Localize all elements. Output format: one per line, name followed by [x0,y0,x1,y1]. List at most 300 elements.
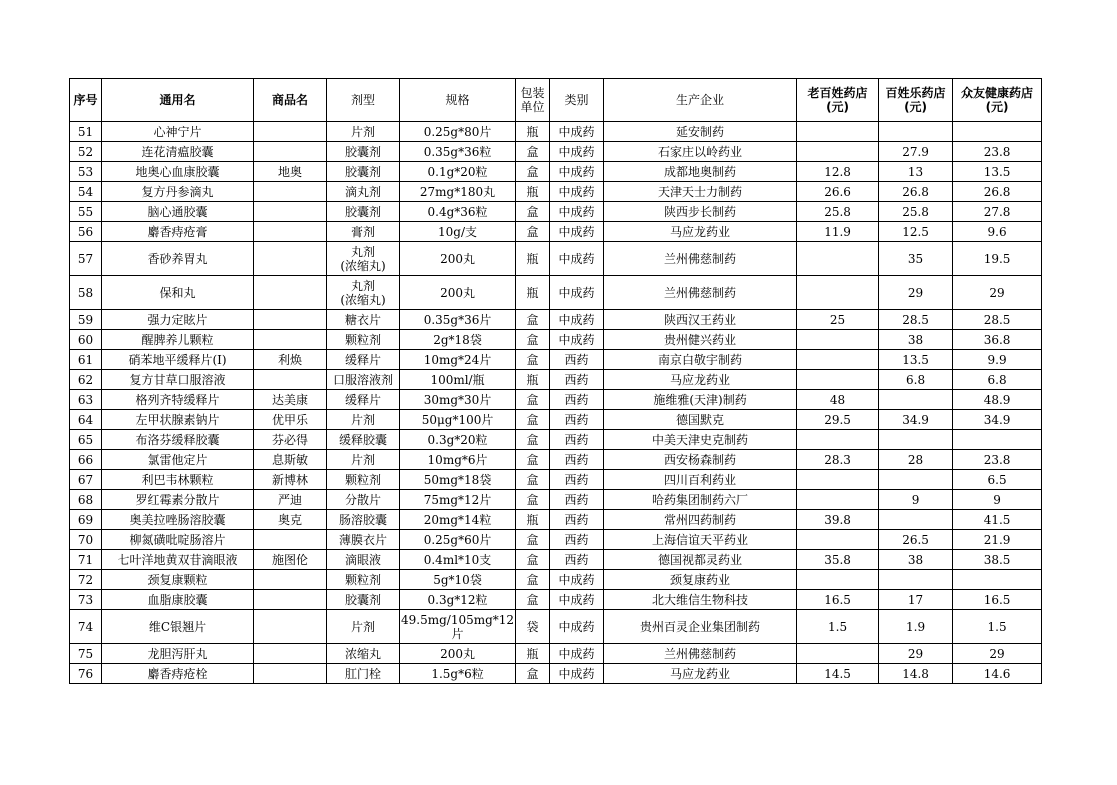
cell-zhongyou-price: 38.5 [953,550,1042,570]
table-row [70,162,1042,182]
cell-dosage-form: 缓释胶囊 [327,430,400,450]
cell-manufacturer: 兰州佛慈制药 [604,276,797,310]
cell-package-unit: 盒 [516,162,550,182]
cell-manufacturer: 南京白敬宇制药 [604,350,797,370]
cell-package-unit: 瓶 [516,644,550,664]
cell-baixingle-price: 1.9 [879,610,953,644]
cell-manufacturer: 哈药集团制药六厂 [604,490,797,510]
cell-manufacturer: 中美天津史克制药 [604,430,797,450]
table-row [70,450,1042,470]
cell-laobaixing-price: 11.9 [797,222,879,242]
cell-dosage-form: 分散片 [327,490,400,510]
cell-manufacturer: 陕西汉王药业 [604,310,797,330]
cell-baixingle-price: 38 [879,550,953,570]
cell-index: 62 [70,370,102,390]
col-header-zhongyou-price: 众友健康药店 (元) [953,79,1042,122]
cell-generic-name: 左甲状腺素钠片 [102,410,254,430]
cell-index: 74 [70,610,102,644]
cell-specification: 0.25g*80片 [400,122,516,142]
cell-package-unit: 瓶 [516,370,550,390]
cell-generic-name: 强力定眩片 [102,310,254,330]
cell-zhongyou-price: 6.5 [953,470,1042,490]
cell-package-unit: 盒 [516,570,550,590]
cell-index: 75 [70,644,102,664]
cell-specification: 10g/支 [400,222,516,242]
cell-zhongyou-price: 9.6 [953,222,1042,242]
cell-specification: 27mg*180丸 [400,182,516,202]
cell-category: 中成药 [550,242,604,276]
cell-baixingle-price [879,510,953,530]
table-row [70,310,1042,330]
cell-index: 60 [70,330,102,350]
cell-brand-name: 奥克 [254,510,327,530]
cell-manufacturer: 延安制药 [604,122,797,142]
cell-generic-name: 麝香痔疮栓 [102,664,254,684]
cell-manufacturer: 石家庄以岭药业 [604,142,797,162]
cell-manufacturer: 兰州佛慈制药 [604,242,797,276]
cell-dosage-form: 薄膜衣片 [327,530,400,550]
cell-brand-name [254,610,327,644]
cell-dosage-form: 片剂 [327,122,400,142]
cell-index: 71 [70,550,102,570]
cell-index: 66 [70,450,102,470]
cell-specification: 200丸 [400,242,516,276]
cell-category: 中成药 [550,644,604,664]
cell-index: 65 [70,430,102,450]
col-header-specification: 规格 [400,79,516,122]
cell-baixingle-price: 26.5 [879,530,953,550]
cell-index: 64 [70,410,102,430]
cell-zhongyou-price: 19.5 [953,242,1042,276]
cell-index: 55 [70,202,102,222]
cell-zhongyou-price: 23.8 [953,142,1042,162]
cell-brand-name: 地奥 [254,162,327,182]
col-header-brand-name: 商品名 [254,79,327,122]
cell-package-unit: 瓶 [516,242,550,276]
cell-generic-name: 脑心通胶囊 [102,202,254,222]
cell-baixingle-price [879,390,953,410]
cell-category: 西药 [550,390,604,410]
cell-index: 54 [70,182,102,202]
cell-specification: 0.3g*12粒 [400,590,516,610]
table-row [70,550,1042,570]
cell-specification: 0.3g*20粒 [400,430,516,450]
cell-package-unit: 瓶 [516,510,550,530]
cell-generic-name: 保和丸 [102,276,254,310]
cell-laobaixing-price [797,276,879,310]
cell-index: 61 [70,350,102,370]
cell-laobaixing-price: 25.8 [797,202,879,222]
cell-generic-name: 颈复康颗粒 [102,570,254,590]
cell-zhongyou-price: 36.8 [953,330,1042,350]
cell-specification: 10mg*6片 [400,450,516,470]
cell-zhongyou-price: 29 [953,644,1042,664]
cell-baixingle-price [879,430,953,450]
cell-category: 中成药 [550,570,604,590]
cell-zhongyou-price: 6.8 [953,370,1042,390]
cell-generic-name: 利巴韦林颗粒 [102,470,254,490]
cell-manufacturer: 西安杨森制药 [604,450,797,470]
cell-baixingle-price: 38 [879,330,953,350]
cell-dosage-form: 浓缩丸 [327,644,400,664]
cell-dosage-form: 片剂 [327,450,400,470]
table-row [70,610,1042,644]
table-row [70,370,1042,390]
table-row [70,664,1042,684]
cell-dosage-form: 丸剂 (浓缩丸) [327,276,400,310]
cell-brand-name [254,182,327,202]
cell-package-unit: 盒 [516,222,550,242]
cell-package-unit: 盒 [516,142,550,162]
table-row [70,590,1042,610]
cell-manufacturer: 马应龙药业 [604,222,797,242]
cell-baixingle-price: 12.5 [879,222,953,242]
cell-brand-name [254,310,327,330]
cell-specification: 50μg*100片 [400,410,516,430]
cell-laobaixing-price [797,142,879,162]
cell-index: 53 [70,162,102,182]
table-row [70,570,1042,590]
cell-dosage-form: 片剂 [327,410,400,430]
cell-generic-name: 复方甘草口服溶液 [102,370,254,390]
cell-category: 中成药 [550,202,604,222]
table-row [70,242,1042,276]
table-row [70,510,1042,530]
cell-dosage-form: 滴丸剂 [327,182,400,202]
cell-specification: 0.25g*60片 [400,530,516,550]
cell-brand-name: 施图伦 [254,550,327,570]
cell-zhongyou-price: 41.5 [953,510,1042,530]
cell-generic-name: 维C银翘片 [102,610,254,644]
cell-specification: 10mg*24片 [400,350,516,370]
cell-manufacturer: 兰州佛慈制药 [604,644,797,664]
cell-brand-name [254,142,327,162]
cell-laobaixing-price [797,242,879,276]
cell-laobaixing-price: 12.8 [797,162,879,182]
cell-zhongyou-price: 26.8 [953,182,1042,202]
drug-price-table [69,78,1042,684]
cell-zhongyou-price: 34.9 [953,410,1042,430]
cell-dosage-form: 胶囊剂 [327,142,400,162]
cell-dosage-form: 膏剂 [327,222,400,242]
cell-generic-name: 柳氮磺吡啶肠溶片 [102,530,254,550]
cell-laobaixing-price: 39.8 [797,510,879,530]
cell-package-unit: 盒 [516,430,550,450]
cell-specification: 100ml/瓶 [400,370,516,390]
cell-package-unit: 盒 [516,590,550,610]
cell-package-unit: 盒 [516,490,550,510]
cell-package-unit: 盒 [516,410,550,430]
cell-dosage-form: 胶囊剂 [327,202,400,222]
cell-baixingle-price: 29 [879,644,953,664]
table-row [70,430,1042,450]
cell-baixingle-price: 13 [879,162,953,182]
table-row [70,122,1042,142]
table-row [70,490,1042,510]
cell-laobaixing-price [797,430,879,450]
cell-index: 58 [70,276,102,310]
cell-generic-name: 香砂养胃丸 [102,242,254,276]
cell-category: 中成药 [550,590,604,610]
cell-baixingle-price: 27.9 [879,142,953,162]
cell-baixingle-price: 35 [879,242,953,276]
cell-laobaixing-price: 35.8 [797,550,879,570]
cell-dosage-form: 滴眼液 [327,550,400,570]
cell-generic-name: 血脂康胶囊 [102,590,254,610]
cell-brand-name: 优甲乐 [254,410,327,430]
cell-generic-name: 氯雷他定片 [102,450,254,470]
cell-baixingle-price [879,470,953,490]
cell-specification: 5g*10袋 [400,570,516,590]
cell-manufacturer: 贵州百灵企业集团制药 [604,610,797,644]
cell-index: 52 [70,142,102,162]
cell-brand-name [254,570,327,590]
cell-category: 西药 [550,370,604,390]
cell-generic-name: 地奥心血康胶囊 [102,162,254,182]
cell-laobaixing-price: 16.5 [797,590,879,610]
cell-zhongyou-price: 27.8 [953,202,1042,222]
cell-zhongyou-price: 29 [953,276,1042,310]
cell-dosage-form: 肛门栓 [327,664,400,684]
table-row [70,410,1042,430]
table-row [70,470,1042,490]
cell-generic-name: 麝香痔疮膏 [102,222,254,242]
cell-laobaixing-price: 29.5 [797,410,879,430]
cell-manufacturer: 德国默克 [604,410,797,430]
cell-index: 63 [70,390,102,410]
header-row [70,79,1042,122]
cell-manufacturer: 颈复康药业 [604,570,797,590]
cell-dosage-form: 颗粒剂 [327,570,400,590]
cell-specification: 0.35g*36片 [400,310,516,330]
table-row [70,202,1042,222]
cell-zhongyou-price: 48.9 [953,390,1042,410]
cell-index: 70 [70,530,102,550]
cell-category: 西药 [550,470,604,490]
cell-manufacturer: 四川百利药业 [604,470,797,490]
cell-zhongyou-price: 14.6 [953,664,1042,684]
cell-brand-name: 芬必得 [254,430,327,450]
cell-laobaixing-price [797,370,879,390]
cell-laobaixing-price [797,350,879,370]
table-row [70,390,1042,410]
cell-category: 中成药 [550,142,604,162]
cell-brand-name: 达美康 [254,390,327,410]
cell-manufacturer: 德国视都灵药业 [604,550,797,570]
col-header-package-unit: 包装 单位 [516,79,550,122]
cell-category: 中成药 [550,122,604,142]
cell-brand-name [254,276,327,310]
cell-package-unit: 盒 [516,310,550,330]
cell-baixingle-price: 28 [879,450,953,470]
cell-package-unit: 盒 [516,664,550,684]
cell-zhongyou-price: 23.8 [953,450,1042,470]
cell-specification: 0.1g*20粒 [400,162,516,182]
cell-zhongyou-price: 1.5 [953,610,1042,644]
cell-index: 72 [70,570,102,590]
cell-laobaixing-price: 48 [797,390,879,410]
cell-index: 76 [70,664,102,684]
cell-laobaixing-price [797,570,879,590]
cell-baixingle-price: 6.8 [879,370,953,390]
cell-laobaixing-price: 26.6 [797,182,879,202]
col-header-generic-name: 通用名 [102,79,254,122]
cell-package-unit: 袋 [516,610,550,644]
cell-index: 69 [70,510,102,530]
cell-dosage-form: 颗粒剂 [327,330,400,350]
cell-brand-name: 新博林 [254,470,327,490]
cell-zhongyou-price: 9 [953,490,1042,510]
cell-package-unit: 盒 [516,202,550,222]
cell-laobaixing-price: 28.3 [797,450,879,470]
cell-brand-name: 利焕 [254,350,327,370]
cell-generic-name: 格列齐特缓释片 [102,390,254,410]
cell-zhongyou-price [953,122,1042,142]
cell-laobaixing-price [797,530,879,550]
cell-package-unit: 瓶 [516,122,550,142]
cell-category: 西药 [550,450,604,470]
table-row [70,350,1042,370]
cell-dosage-form: 片剂 [327,610,400,644]
cell-laobaixing-price [797,644,879,664]
cell-manufacturer: 施维雅(天津)制药 [604,390,797,410]
cell-laobaixing-price: 25 [797,310,879,330]
cell-index: 68 [70,490,102,510]
cell-manufacturer: 陕西步长制药 [604,202,797,222]
cell-index: 73 [70,590,102,610]
cell-baixingle-price: 9 [879,490,953,510]
cell-laobaixing-price [797,490,879,510]
cell-generic-name: 七叶洋地黄双苷滴眼液 [102,550,254,570]
cell-manufacturer: 贵州健兴药业 [604,330,797,350]
cell-specification: 30mg*30片 [400,390,516,410]
cell-specification: 75mg*12片 [400,490,516,510]
cell-brand-name [254,122,327,142]
table-row [70,222,1042,242]
cell-dosage-form: 胶囊剂 [327,590,400,610]
cell-package-unit: 盒 [516,550,550,570]
cell-brand-name [254,590,327,610]
table-row [70,276,1042,310]
cell-specification: 200丸 [400,276,516,310]
col-header-baixingle-price: 百姓乐药店 (元) [879,79,953,122]
table-row [70,644,1042,664]
cell-dosage-form: 肠溶胶囊 [327,510,400,530]
cell-baixingle-price: 29 [879,276,953,310]
cell-dosage-form: 胶囊剂 [327,162,400,182]
cell-category: 中成药 [550,610,604,644]
table-row [70,330,1042,350]
cell-generic-name: 龙胆泻肝丸 [102,644,254,664]
cell-generic-name: 奥美拉唑肠溶胶囊 [102,510,254,530]
col-header-category: 类别 [550,79,604,122]
cell-brand-name [254,664,327,684]
cell-brand-name [254,242,327,276]
cell-category: 西药 [550,490,604,510]
cell-category: 西药 [550,510,604,530]
cell-manufacturer: 上海信谊天平药业 [604,530,797,550]
cell-specification: 0.4ml*10支 [400,550,516,570]
cell-brand-name [254,330,327,350]
cell-generic-name: 罗红霉素分散片 [102,490,254,510]
cell-baixingle-price: 34.9 [879,410,953,430]
cell-category: 西药 [550,430,604,450]
cell-generic-name: 布洛芬缓释胶囊 [102,430,254,450]
cell-package-unit: 盒 [516,470,550,490]
cell-specification: 1.5g*6粒 [400,664,516,684]
cell-manufacturer: 马应龙药业 [604,370,797,390]
cell-zhongyou-price: 9.9 [953,350,1042,370]
cell-category: 中成药 [550,162,604,182]
cell-package-unit: 盒 [516,330,550,350]
cell-category: 中成药 [550,276,604,310]
cell-specification: 20mg*14粒 [400,510,516,530]
cell-index: 57 [70,242,102,276]
col-header-dosage-form: 剂型 [327,79,400,122]
cell-dosage-form: 颗粒剂 [327,470,400,490]
cell-laobaixing-price [797,122,879,142]
cell-package-unit: 盒 [516,350,550,370]
cell-category: 中成药 [550,182,604,202]
cell-index: 59 [70,310,102,330]
cell-category: 西药 [550,530,604,550]
cell-specification: 0.4g*36粒 [400,202,516,222]
cell-laobaixing-price [797,470,879,490]
cell-category: 中成药 [550,310,604,330]
cell-dosage-form: 丸剂 (浓缩丸) [327,242,400,276]
cell-category: 中成药 [550,222,604,242]
cell-baixingle-price: 13.5 [879,350,953,370]
cell-specification: 2g*18袋 [400,330,516,350]
table-row [70,182,1042,202]
cell-specification: 49.5mg/105mg*12 片 [400,610,516,644]
cell-generic-name: 连花清瘟胶囊 [102,142,254,162]
cell-specification: 200丸 [400,644,516,664]
cell-baixingle-price: 26.8 [879,182,953,202]
cell-category: 西药 [550,350,604,370]
cell-manufacturer: 常州四药制药 [604,510,797,530]
table-row [70,142,1042,162]
cell-brand-name [254,222,327,242]
cell-brand-name [254,202,327,222]
cell-zhongyou-price [953,430,1042,450]
cell-baixingle-price: 25.8 [879,202,953,222]
cell-zhongyou-price: 28.5 [953,310,1042,330]
cell-package-unit: 盒 [516,530,550,550]
cell-generic-name: 复方丹参滴丸 [102,182,254,202]
cell-generic-name: 硝苯地平缓释片(Ⅰ) [102,350,254,370]
cell-zhongyou-price [953,570,1042,590]
cell-zhongyou-price: 13.5 [953,162,1042,182]
cell-brand-name [254,530,327,550]
cell-laobaixing-price: 14.5 [797,664,879,684]
cell-zhongyou-price: 21.9 [953,530,1042,550]
cell-manufacturer: 成都地奥制药 [604,162,797,182]
cell-package-unit: 盒 [516,390,550,410]
cell-laobaixing-price [797,330,879,350]
cell-baixingle-price: 14.8 [879,664,953,684]
cell-generic-name: 醒脾养儿颗粒 [102,330,254,350]
cell-index: 67 [70,470,102,490]
cell-package-unit: 瓶 [516,276,550,310]
cell-manufacturer: 天津天士力制药 [604,182,797,202]
col-header-index: 序号 [70,79,102,122]
cell-category: 中成药 [550,664,604,684]
cell-index: 56 [70,222,102,242]
cell-brand-name: 息斯敏 [254,450,327,470]
cell-manufacturer: 北大维信生物科技 [604,590,797,610]
cell-dosage-form: 口服溶液剂 [327,370,400,390]
